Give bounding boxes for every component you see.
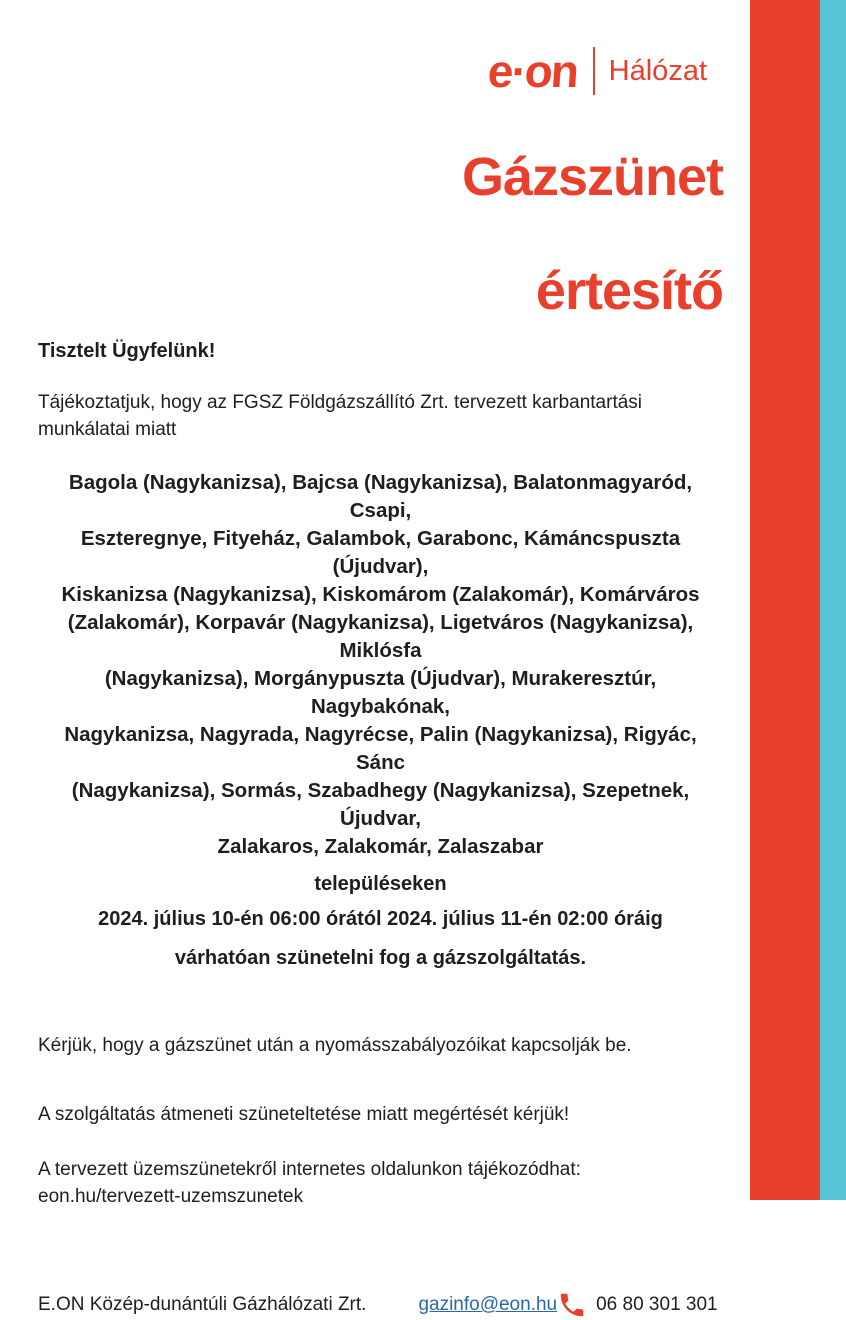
logo-division-label: Hálózat xyxy=(608,54,707,87)
eon-wordmark: e·on xyxy=(485,45,579,97)
settlement-list xyxy=(38,469,723,861)
intro-paragraph: Tájékoztatjuk, hogy az FGSZ Földgázszállító Zrt. tervezett karbantartási munkálatai miatt xyxy=(38,392,643,440)
footer xyxy=(38,1290,723,1320)
settlement-line: Kiskanizsa (Nagykanizsa), Kiskomárom (Zalakomár), Komárváros xyxy=(61,583,700,606)
phone-contact xyxy=(557,1290,718,1320)
apology-paragraph: A szolgáltatás átmeneti szüneteltetése miatt megértését kérjük! xyxy=(38,1104,570,1125)
settlement-line: Zalakaros, Zalakomár, Zalaszabar xyxy=(217,835,544,858)
page-title-line2: értesítő xyxy=(535,261,723,321)
outage-note: várhatóan szünetelni fog a gázszolgáltatás. xyxy=(174,947,587,969)
eon-logo xyxy=(38,42,707,100)
settlement-line: Eszteregnye, Fityeház, Galambok, Garabonc, Kámáncspuszta (Újudvar), xyxy=(80,527,681,578)
phone-icon xyxy=(557,1290,587,1320)
right-teal-stripe xyxy=(820,0,846,1200)
settlement-line: (Zalakomár), Korpavár (Nagykanizsa), Ligetváros (Nagykanizsa), Miklósfa xyxy=(67,611,694,662)
settlement-line: Bagola (Nagykanizsa), Bajcsa (Nagykanizsa), Balatonmagyaród, Csapi, xyxy=(68,471,693,522)
info-line2: eon.hu/tervezett-uzemszunetek xyxy=(38,1186,304,1207)
email-link[interactable]: gazinfo@eon.hu xyxy=(418,1294,558,1315)
phone-number: 06 80 301 301 xyxy=(596,1294,718,1315)
regulator-paragraph: Kérjük, hogy a gázszünet után a nyomásszabályozóikat kapcsolják be. xyxy=(38,1035,632,1056)
page-title xyxy=(38,146,723,322)
right-red-stripe xyxy=(750,0,820,1200)
company-name: E.ON Közép-dunántúli Gázhálózati Zrt. xyxy=(38,1294,367,1315)
greeting: Tisztelt Ügyfelünk! xyxy=(38,340,216,362)
info-paragraph xyxy=(38,1156,723,1210)
page-title-line1: Gázszünet xyxy=(461,147,723,207)
info-line1: A tervezett üzemszünetekről internetes oldalunkon tájékozódhat: xyxy=(38,1159,581,1180)
settlement-line: (Nagykanizsa), Sormás, Szabadhegy (Nagykanizsa), Szepetnek, Újudvar, xyxy=(71,779,690,830)
outage-period: 2024. július 10-én 06:00 órától 2024. július 11-én 02:00 óráig xyxy=(98,908,663,930)
settlement-line: Nagykanizsa, Nagyrada, Nagyrécse, Palin (Nagykanizsa), Rigyác, Sánc xyxy=(64,723,697,774)
settlement-line: (Nagykanizsa), Morgánypuszta (Újudvar), Murakeresztúr, Nagybakónak, xyxy=(104,667,657,718)
settlements-suffix: településeken xyxy=(314,873,447,895)
